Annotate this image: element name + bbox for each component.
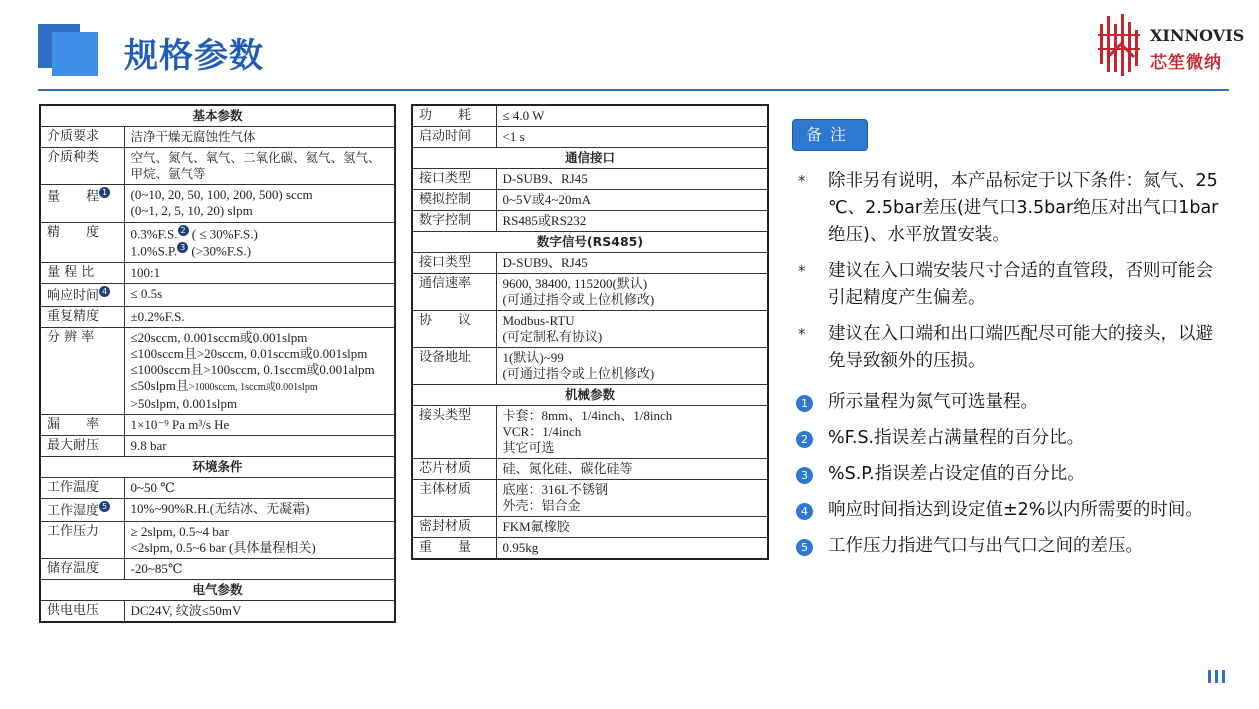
table-row	[40, 306, 395, 327]
row-value-cell	[496, 274, 768, 311]
row-value: ≤ 0.5s	[124, 283, 395, 306]
footnote-text: 响应时间指达到设定值±2%以内所需要的时间。	[828, 500, 1203, 520]
row-label: 芯片材质	[412, 459, 496, 480]
value-part: 1.0%S.P.	[130, 243, 178, 259]
row-value-cell	[124, 185, 395, 223]
footnote-badge: 5	[99, 501, 110, 512]
row-value: 0~5V或4~20mA	[496, 190, 768, 211]
row-value-line: >50slpm, 0.001slpm	[130, 395, 238, 411]
row-label: 重 量	[412, 538, 496, 560]
row-value-cell	[496, 348, 768, 385]
section-header-row	[412, 232, 768, 253]
table-row	[412, 190, 768, 211]
row-value: <1 s	[496, 127, 768, 148]
row-value-line: 9600, 38400, 115200(默认)	[502, 276, 648, 291]
footnote-text: 工作压力指进气口与出气口之间的差压。	[828, 536, 1143, 556]
footnote-badge: 1	[99, 187, 110, 198]
row-value-line: 外壳：铝合金	[502, 498, 581, 513]
table-row	[412, 211, 768, 232]
row-label: 最大耐压	[40, 435, 124, 456]
number-circle-icon: 5	[796, 539, 813, 556]
table-row	[412, 538, 768, 560]
table-row	[40, 559, 395, 580]
number-circle-icon: 2	[796, 431, 813, 448]
footnote-badge: 3	[177, 242, 188, 253]
row-value: 9.8 bar	[124, 435, 395, 456]
note-item	[796, 168, 1226, 249]
value-part: (>30%F.S.)	[191, 243, 252, 259]
footnote-item	[796, 389, 1226, 416]
spec-table-left	[39, 104, 396, 623]
row-value-line: 底座：316L不锈钢	[502, 482, 608, 497]
table-row	[412, 253, 768, 274]
row-label: 分 辨 率	[40, 327, 124, 414]
row-value-line: (0~1, 2, 5, 10, 20) slpm	[130, 203, 253, 218]
row-label: 通信速率	[412, 274, 496, 311]
note-item	[796, 258, 1226, 312]
footnote-item	[796, 425, 1226, 452]
row-label: 工作湿度	[47, 503, 100, 519]
row-value: 硅、氮化硅、碳化硅等	[496, 459, 768, 480]
table-row	[412, 406, 768, 459]
row-value: 空气、氮气、氧气、二氧化碳、氦气、氢气、甲烷、氩气等	[124, 148, 395, 185]
brand-name-cn: 芯笙微纳	[1150, 53, 1222, 73]
row-label: 主体材质	[412, 480, 496, 517]
row-value-cell	[124, 522, 395, 559]
row-value-line	[131, 378, 389, 396]
row-value-cell	[496, 480, 768, 517]
row-label: 工作压力	[40, 522, 124, 559]
row-label-cell	[40, 185, 124, 223]
section-header-row	[412, 148, 768, 169]
row-label: 密封材质	[412, 517, 496, 538]
section-header-row	[40, 105, 395, 127]
page-title: 规格参数	[124, 36, 264, 76]
row-label-cell	[40, 498, 124, 521]
row-label-cell	[40, 283, 124, 306]
row-value: 洁净干燥无腐蚀性气体	[124, 127, 395, 148]
table-row	[40, 262, 395, 283]
row-value-cell	[496, 406, 768, 459]
row-label: 接口类型	[412, 169, 496, 190]
row-label: 量 程	[47, 189, 100, 205]
notes-label-button: 备注	[792, 119, 868, 151]
spec-table-middle	[411, 104, 769, 560]
row-value-line: ≤20sccm, 0.001sccm或0.001slpm	[130, 329, 308, 345]
footnote-text: %S.P.指误差占设定值的百分比。	[828, 464, 1085, 484]
row-label: 储存温度	[40, 559, 124, 580]
section-title-basic: 基本参数	[40, 105, 395, 127]
row-label: 量 程 比	[40, 262, 124, 283]
footnote-item	[796, 497, 1226, 524]
value-part: ≤50slpm且	[130, 377, 189, 393]
footnote-text: 所示量程为氮气可选量程。	[828, 392, 1038, 412]
row-value: 10%~90%R.H.(无结冰、无凝霜)	[124, 498, 395, 521]
row-value-cell	[496, 311, 768, 348]
table-row	[412, 480, 768, 517]
table-row	[40, 327, 395, 414]
footnote-item	[796, 461, 1226, 488]
table-row	[40, 522, 395, 559]
table-row	[40, 414, 395, 435]
row-value: 0.95kg	[496, 538, 768, 560]
table-row	[412, 105, 768, 127]
number-circle-icon: 3	[796, 467, 813, 484]
row-value: 1×10⁻⁹ Pa m³/s He	[124, 414, 395, 435]
table-row	[412, 517, 768, 538]
table-row	[40, 185, 395, 223]
table-row	[412, 459, 768, 480]
section-title-digital: 数字信号(RS485)	[412, 232, 768, 253]
section-header-row	[40, 456, 395, 477]
row-value-line: ≤100sccm且>20sccm, 0.01sccm或0.001slpm	[130, 345, 368, 361]
row-value-line: VCR：1/4inch	[502, 424, 582, 439]
number-circle-icon: 4	[796, 503, 813, 520]
row-value-line: 卡套：8mm、1/4inch、1/8inch	[502, 408, 673, 423]
row-label: 功 耗	[412, 105, 496, 127]
table-row	[40, 127, 395, 148]
row-label: 工作温度	[40, 477, 124, 498]
footnote-badge: 4	[99, 286, 110, 297]
row-value-line	[131, 242, 389, 259]
row-value: D-SUB9、RJ45	[496, 253, 768, 274]
row-label: 数字控制	[412, 211, 496, 232]
note-text: 除非另有说明，本产品标定于以下条件：氮气、25 ℃、2.5bar差压(进气口3.5bar绝压对出气口1bar绝压)、水平放置安装。	[828, 171, 1219, 245]
row-value-cell	[124, 223, 395, 263]
row-label: 介质要求	[40, 127, 124, 148]
section-header-row	[40, 580, 395, 601]
row-label: 漏 率	[40, 414, 124, 435]
value-part: ( ≤ 30%F.S.)	[191, 226, 258, 242]
row-value-cell	[124, 327, 395, 414]
row-value-line: (可通过指令或上位机修改)	[502, 292, 655, 307]
note-text: 建议在入口端安装尺寸合适的直管段，否则可能会引起精度产生偏差。	[828, 261, 1213, 308]
table-row	[40, 435, 395, 456]
section-title-mech: 机械参数	[412, 385, 768, 406]
number-circle-icon: 1	[796, 395, 813, 412]
asterisk-icon: *	[798, 262, 806, 280]
row-value-line: ≥ 2slpm, 0.5~4 bar	[130, 524, 229, 540]
table-row	[412, 169, 768, 190]
notes-list	[796, 168, 1226, 569]
row-value-line: (可通过指令或上位机修改)	[502, 366, 655, 381]
asterisk-icon: *	[798, 325, 806, 343]
asterisk-icon: *	[798, 172, 806, 190]
table-row	[40, 148, 395, 185]
row-value: -20~85℃	[124, 559, 395, 580]
row-value-line: 1(默认)~99	[502, 350, 564, 365]
brand-name-en: XINNOVIS	[1150, 26, 1245, 45]
row-value: ≤ 4.0 W	[496, 105, 768, 127]
row-value-line: Modbus-RTU	[502, 313, 575, 328]
row-value: 100:1	[124, 262, 395, 283]
row-label: 设备地址	[412, 348, 496, 385]
note-text: 建议在入口端和出口端匹配尽可能大的接头，以避免导致额外的压损。	[828, 324, 1213, 371]
row-label: 精 度	[40, 223, 124, 263]
row-value: 0~50 ℃	[124, 477, 395, 498]
table-row	[412, 348, 768, 385]
header-divider	[38, 89, 1229, 91]
row-value: ±0.2%F.S.	[124, 306, 395, 327]
row-value-line: ≤1000sccm且>100sccm, 0.1sccm或0.001alpm	[130, 361, 375, 377]
table-row	[412, 311, 768, 348]
section-title-comm: 通信接口	[412, 148, 768, 169]
table-row	[412, 274, 768, 311]
row-value-line: <2slpm, 0.5~6 bar (具体量程相关)	[130, 540, 316, 556]
row-label: 启动时间	[412, 127, 496, 148]
row-label: 模拟控制	[412, 190, 496, 211]
row-value: FKM氟橡胶	[496, 517, 768, 538]
page-indicator-icon	[1208, 668, 1229, 687]
row-value: RS485或RS232	[496, 211, 768, 232]
table-row	[40, 498, 395, 521]
row-label: 接头类型	[412, 406, 496, 459]
row-value-line: (可定制私有协议)	[502, 329, 603, 344]
row-label: 协 议	[412, 311, 496, 348]
table-row	[40, 477, 395, 498]
row-value-line	[131, 225, 389, 242]
row-value: DC24V, 纹波≤50mV	[124, 601, 395, 623]
row-value-line: (0~10, 20, 50, 100, 200, 500) sccm	[130, 187, 313, 202]
value-part: >1000sccm, 1sccm或0.001slpm	[188, 381, 318, 393]
row-value-line: 其它可选	[502, 440, 555, 455]
section-title-env: 环境条件	[40, 456, 395, 477]
value-part: 0.3%F.S.	[130, 226, 178, 242]
footnote-badge: 2	[178, 225, 189, 236]
row-label: 供电电压	[40, 601, 124, 623]
table-row	[40, 601, 395, 623]
row-value: D-SUB9、RJ45	[496, 169, 768, 190]
note-item	[796, 321, 1226, 375]
table-row	[412, 127, 768, 148]
table-row	[40, 283, 395, 306]
table-row	[40, 223, 395, 263]
section-title-elec: 电气参数	[40, 580, 395, 601]
section-header-row	[412, 385, 768, 406]
title-accent-block-front	[52, 32, 98, 76]
footnote-item	[796, 533, 1226, 560]
footnote-text: %F.S.指误差占满量程的百分比。	[828, 428, 1085, 448]
row-label: 接口类型	[412, 253, 496, 274]
row-label: 介质种类	[40, 148, 124, 185]
row-label: 重复精度	[40, 306, 124, 327]
row-label: 响应时间	[47, 287, 100, 303]
